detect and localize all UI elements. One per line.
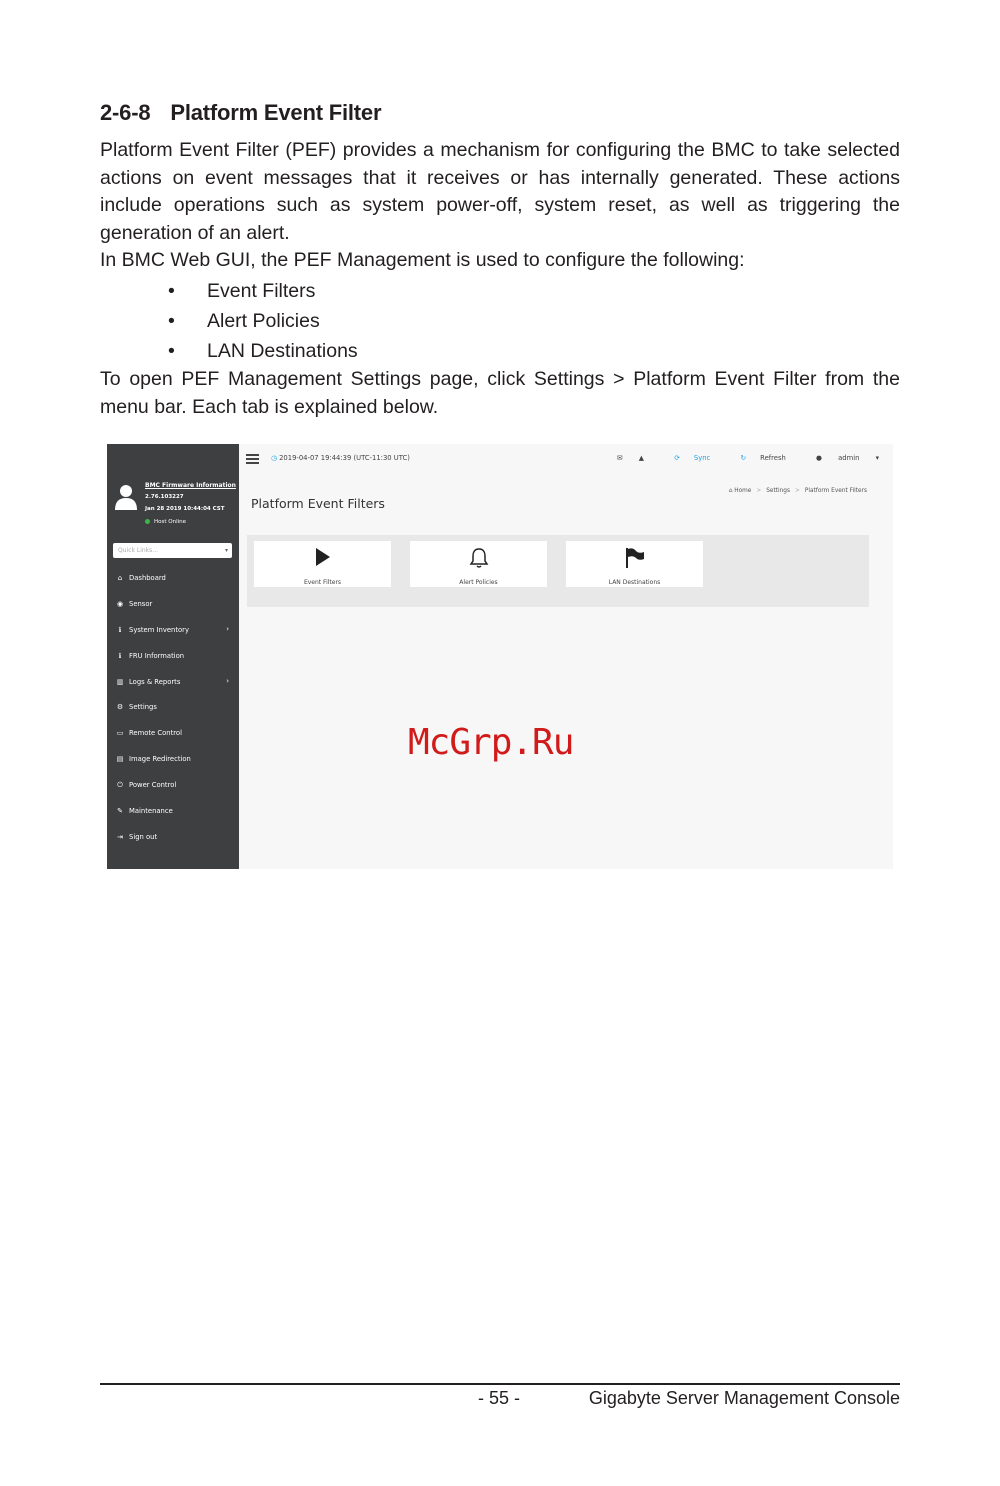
breadcrumb-current: Platform Event Filters [804, 488, 867, 494]
event-filters-tile[interactable] [254, 541, 391, 587]
user-avatar-icon [115, 484, 137, 510]
flag-icon [624, 547, 646, 569]
caret-down-icon: ▾ [224, 547, 228, 554]
sidebar-nav [107, 570, 239, 855]
sidebar-item-label: Settings [129, 703, 157, 712]
sidebar-item-image-redirection[interactable] [107, 751, 239, 777]
sidebar-item-label: Image Redirection [129, 755, 191, 764]
gear-icon: ⚙ [116, 703, 124, 712]
gauge-icon: ◉ [116, 599, 124, 608]
footer-rule [100, 1383, 900, 1385]
alert-policies-tile[interactable] [410, 541, 547, 587]
list-item [168, 276, 358, 306]
sync-button[interactable] [660, 454, 710, 462]
sidebar-item-label: FRU Information [129, 651, 185, 660]
sidebar-item-fru-information[interactable] [107, 648, 239, 674]
top-bar [239, 444, 893, 477]
tile-label: Event Filters [303, 579, 342, 586]
bell-icon [469, 547, 489, 569]
section-number: 2-6-8 [100, 100, 151, 125]
host-status [145, 519, 186, 525]
sidebar-item-label: Maintenance [129, 807, 173, 816]
top-bar-actions [603, 454, 879, 462]
pef-feature-list [168, 276, 358, 366]
user-icon: ● [816, 454, 822, 462]
sidebar-item-dashboard[interactable] [107, 570, 239, 596]
firmware-version: 2.76.103227 [145, 494, 184, 500]
bullet-mark: • [168, 280, 175, 302]
warning-icon[interactable]: ▲ [638, 454, 645, 462]
firmware-info [115, 482, 235, 532]
hamburger-menu-icon[interactable] [246, 454, 259, 464]
bullet-mark: • [168, 340, 175, 362]
sidebar-item-label: Dashboard [129, 574, 166, 582]
quick-links-select[interactable] [113, 543, 232, 558]
sidebar-item-system-inventory[interactable] [107, 622, 239, 648]
sidebar-item-label: Sign out [129, 832, 158, 841]
bar-chart-icon: ▥ [116, 677, 124, 686]
page-number: - 55 - [478, 1388, 521, 1408]
datetime-label: 2019-04-07 19:44:39 (UTC-11:30 UTC) [279, 454, 410, 462]
bullet-mark: • [168, 310, 175, 332]
sidebar-item-remote-control[interactable] [107, 725, 239, 751]
list-item-label: Event Filters [207, 280, 316, 302]
list-item-label: LAN Destinations [207, 340, 358, 362]
info-icon: ℹ [118, 625, 122, 634]
sidebar-item-power-control[interactable] [107, 777, 239, 803]
home-icon: ⌂ [117, 574, 123, 582]
bmc-screenshot [107, 444, 893, 869]
tile-label: LAN Destinations [608, 579, 661, 586]
chevron-right-icon: › [226, 676, 229, 685]
status-dot-icon [145, 519, 150, 524]
refresh-label: Refresh [760, 454, 786, 462]
disk-icon: ▤ [116, 755, 124, 764]
list-item [168, 336, 358, 366]
firmware-info-link[interactable]: BMC Firmware Information [145, 482, 236, 489]
sidebar-item-logs-reports[interactable] [107, 674, 239, 700]
pef-tiles-panel [247, 535, 869, 607]
section-title: Platform Event Filter [170, 100, 382, 125]
play-icon [314, 547, 332, 567]
monitor-icon: ▭ [116, 729, 124, 738]
sidebar-item-label: Logs & Reports [129, 677, 181, 686]
power-icon: ⏻ [117, 781, 123, 790]
caret-down-icon: ▾ [875, 454, 879, 462]
host-status-label: Host Online [154, 519, 187, 525]
sync-label: Sync [693, 454, 711, 462]
sidebar-item-label: Remote Control [129, 729, 182, 738]
clock-icon: ◷ [271, 454, 277, 462]
sidebar-item-label: Sensor [129, 599, 153, 608]
home-icon: ⌂ [728, 488, 733, 494]
footer-title: Gigabyte Server Management Console [588, 1388, 900, 1408]
server-datetime [271, 454, 410, 462]
refresh-button[interactable] [726, 454, 785, 462]
section-heading [100, 100, 381, 126]
sign-out-icon: ⇥ [117, 832, 123, 841]
sidebar-item-maintenance[interactable] [107, 803, 239, 829]
sidebar [107, 444, 239, 869]
wrench-icon: ✎ [117, 807, 123, 816]
list-item [168, 306, 358, 336]
list-item-label: Alert Policies [207, 310, 320, 332]
breadcrumb: ⌂ Home > Settings > Platform Event Filters [728, 488, 867, 494]
tile-label: Alert Policies [459, 579, 498, 586]
open-page-paragraph: To open PEF Management Settings page, click Settings > Platform Event Filter from the menu bar. Each tab is explained below. [100, 368, 900, 418]
sidebar-item-sensor[interactable] [107, 596, 239, 622]
sidebar-item-label: System Inventory [129, 625, 189, 634]
breadcrumb-settings[interactable]: Settings [766, 488, 791, 494]
breadcrumb-home[interactable]: Home [734, 488, 752, 494]
sidebar-item-label: Power Control [129, 781, 177, 790]
chevron-right-icon: › [226, 624, 229, 633]
intro-paragraph: Platform Event Filter (PEF) provides a mechanism for configuring the BMC to take selected actions on event messages that it receives or has internally generated. These actions include operations such as system power-off, system reset, as well as triggering the generation of an alert. [100, 139, 900, 244]
page-title: Platform Event Filters [251, 496, 385, 511]
refresh-icon: ↻ [740, 454, 747, 462]
sidebar-item-settings[interactable] [107, 699, 239, 725]
envelope-icon[interactable]: ✉ [616, 454, 623, 462]
lan-destinations-tile[interactable] [566, 541, 703, 587]
watermark: McGrp.Ru [408, 722, 574, 763]
pef-management-paragraph: In BMC Web GUI, the PEF Management is used to configure the following: [100, 249, 745, 271]
info-icon: ℹ [118, 651, 122, 660]
sync-icon: ⟳ [674, 454, 680, 462]
quick-links-placeholder: Quick Links... [118, 547, 159, 554]
user-label: admin [838, 454, 860, 462]
firmware-date: Jan 28 2019 10:44:04 CST [145, 506, 225, 512]
sidebar-item-sign-out[interactable] [107, 829, 239, 855]
user-menu[interactable] [802, 454, 879, 462]
